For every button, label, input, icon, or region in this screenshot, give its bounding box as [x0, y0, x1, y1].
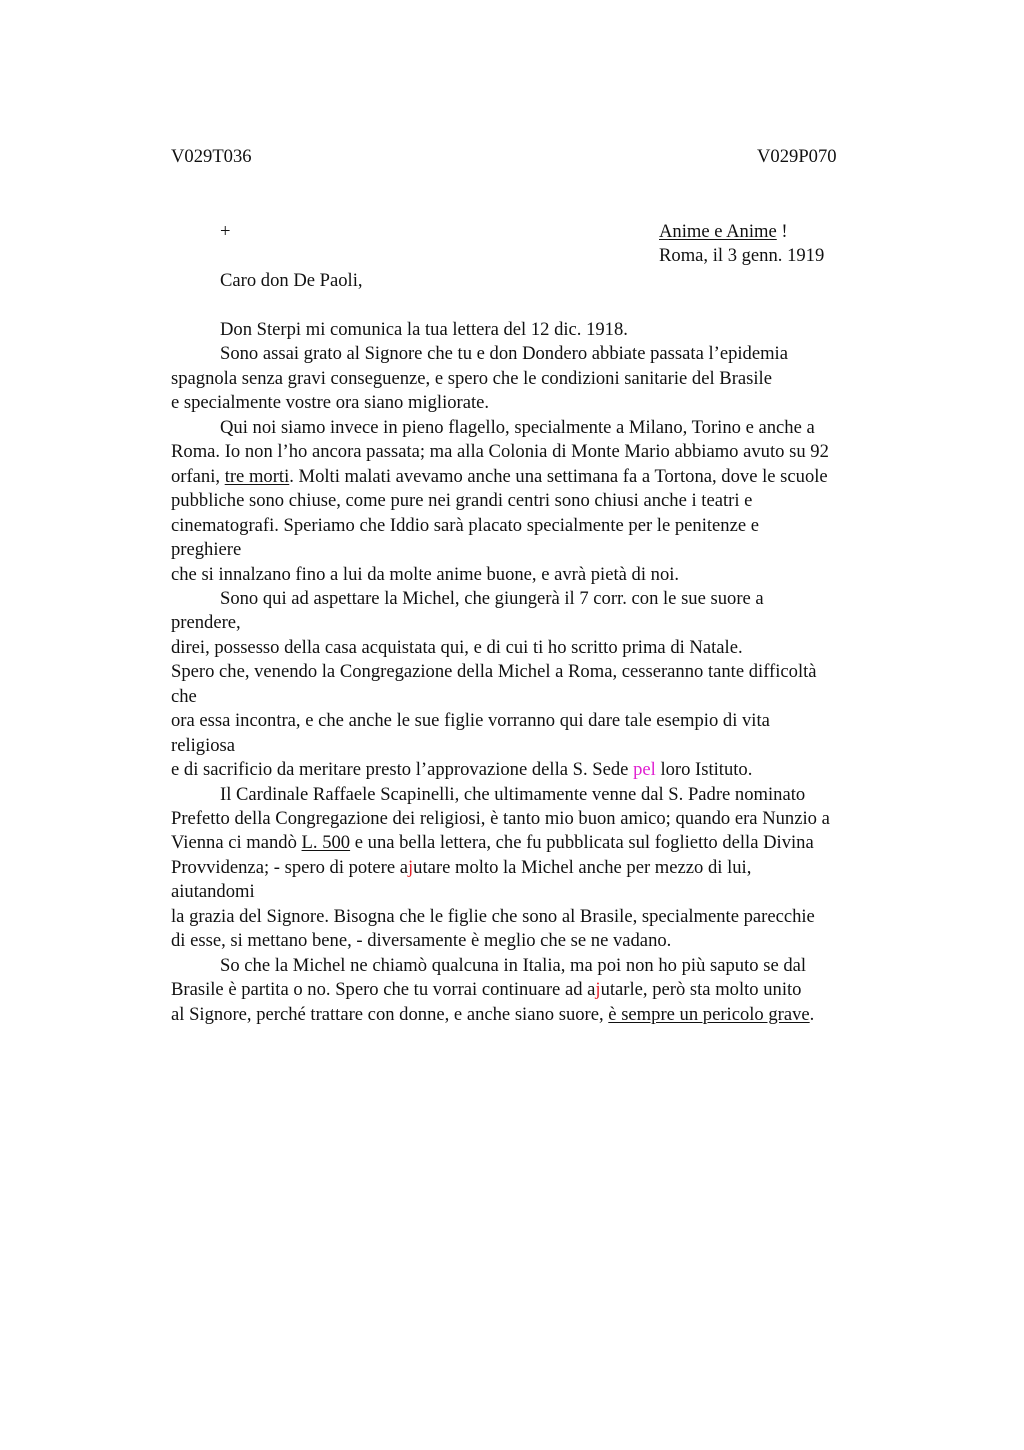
body-text-segment: Qui noi siamo invece in pieno flagello, specialmente a Milano, Torino e anche a [220, 416, 815, 438]
body-text-segment: e specialmente vostre ora siano migliorate. [171, 392, 490, 414]
body-text-segment: tre morti [224, 465, 290, 487]
body-text-segment: Brasile è partita o no. Spero che tu vorrai continuare ad a [171, 979, 596, 1001]
body-text-segment: religiosa [171, 734, 236, 756]
body-line [171, 758, 752, 782]
body-text-segment: che si innalzano fino a lui da molte anime buone, e avrà pietà di noi. [171, 563, 680, 585]
body-text-segment: L. 500 [301, 832, 351, 854]
body-text-segment: . [809, 1003, 815, 1025]
body-line [171, 391, 489, 415]
body-line [220, 318, 628, 342]
place-date: Roma, il 3 genn. 1919 [659, 245, 825, 266]
body-text-segment: aiutandomi [171, 881, 255, 903]
body-text-segment: Spero che, venendo la Congregazione della Michel a Roma, cesseranno tante difficoltà [171, 661, 817, 683]
motto-exclamation: ! [776, 221, 788, 242]
body-line [171, 514, 759, 538]
body-text-segment: Don Sterpi mi comunica la tua lettera del 12 dic. 1918. [220, 319, 628, 340]
body-line [220, 587, 764, 611]
motto [659, 221, 788, 243]
body-text-segment: Sono assai grato al Signore che tu e don Dondero abbiate passata l’epidemia [220, 343, 788, 365]
body-line [171, 465, 828, 489]
body-line [171, 807, 830, 831]
body-text-segment: So che la Michel ne chiamò qualcuna in Italia, ma poi non ho più saputo se dal [220, 954, 807, 976]
body-text-segment: prendere, [171, 612, 241, 634]
body-line [171, 929, 671, 953]
body-line [171, 880, 255, 904]
body-line [171, 831, 814, 855]
body-line [171, 563, 679, 587]
body-text-segment: loro Istituto. [655, 759, 753, 781]
body-line [171, 1003, 814, 1027]
salutation: Caro don De Paoli, [220, 270, 363, 291]
body-line [220, 783, 805, 807]
body-text-segment: è sempre un pericolo grave [608, 1003, 810, 1025]
body-text-segment: spagnola senza gravi conseguenze, e spero che le condizioni sanitarie del Brasile [171, 367, 772, 389]
body-text-segment: di esse, si mettano bene, - diversamente è meglio che se ne vadano. [171, 930, 672, 952]
body-text-segment: Prefetto della Congregazione dei religiosi, è tanto mio buon amico; quando era Nunzio a [171, 808, 830, 829]
body-line [171, 538, 241, 562]
body-line [171, 685, 197, 709]
body-text-segment: utare molto la Michel anche per mezzo di lui, [413, 856, 752, 878]
body-text-segment: preghiere [171, 539, 242, 561]
motto-text: Anime e Anime [659, 221, 777, 242]
body-text-segment: e una bella lettera, che fu pubblicata sul foglietto della Divina [350, 832, 814, 854]
body-text-segment: utarle, però sta molto unito [600, 979, 802, 1001]
body-line [171, 660, 817, 684]
body-line [220, 416, 815, 440]
body-text-segment: Roma. Io non l’ho ancora passata; ma alla Colonia di Monte Mario abbiamo avuto su 92 [171, 441, 829, 463]
cross-mark: + [220, 221, 231, 242]
body-line [171, 611, 241, 635]
body-line [220, 342, 788, 366]
body-text-segment: j [595, 979, 601, 1001]
body-text-segment: ora essa incontra, e che anche le sue figlie vorranno qui dare tale esempio di vita [171, 710, 770, 732]
body-text-segment: che [171, 685, 197, 707]
body-line [171, 636, 743, 660]
document-code-left: V029T036 [171, 146, 252, 167]
body-text-segment: cinematografi. Speriamo che Iddio sarà placato specialmente per le penitenze e [171, 514, 760, 536]
body-text-segment: e di sacrificio da meritare presto l’approvazione della S. Sede [171, 759, 634, 781]
body-text-segment: la grazia del Signore. Bisogna che le figlie che sono al Brasile, specialmente parecchie [171, 905, 815, 927]
body-line [171, 856, 751, 880]
body-line [171, 440, 829, 464]
body-text-segment: pubbliche sono chiuse, come pure nei grandi centri sono chiusi anche i teatri e [171, 490, 753, 512]
body-text-segment: Sono qui ad aspettare la Michel, che giungerà il 7 corr. con le sue suore a [220, 587, 764, 609]
body-line [171, 905, 815, 929]
body-text-segment: al Signore, perché trattare con donne, e anche siano suore, [171, 1003, 609, 1025]
body-line [171, 489, 752, 513]
body-text-segment: pel [633, 759, 656, 781]
body-text-segment: orfani, [171, 465, 225, 487]
body-line [171, 709, 770, 733]
body-text-segment: Provvidenza; - spero di potere a [171, 856, 408, 878]
body-line [171, 978, 801, 1002]
body-text-segment: Il Cardinale Raffaele Scapinelli, che ultimamente venne dal S. Padre nominato [220, 783, 806, 805]
body-text-segment: . Molti malati avevamo anche una settimana fa a Tortona, dove le scuole [289, 465, 828, 487]
body-text-segment: direi, possesso della casa acquistata qui, e di cui ti ho scritto prima di Natale. [171, 636, 743, 658]
body-line [220, 954, 806, 978]
body-line [171, 734, 235, 758]
body-text-segment: j [408, 856, 414, 878]
body-text-segment: Vienna ci mandò [171, 832, 302, 854]
document-code-right: V029P070 [757, 146, 837, 167]
body-line [171, 367, 772, 391]
